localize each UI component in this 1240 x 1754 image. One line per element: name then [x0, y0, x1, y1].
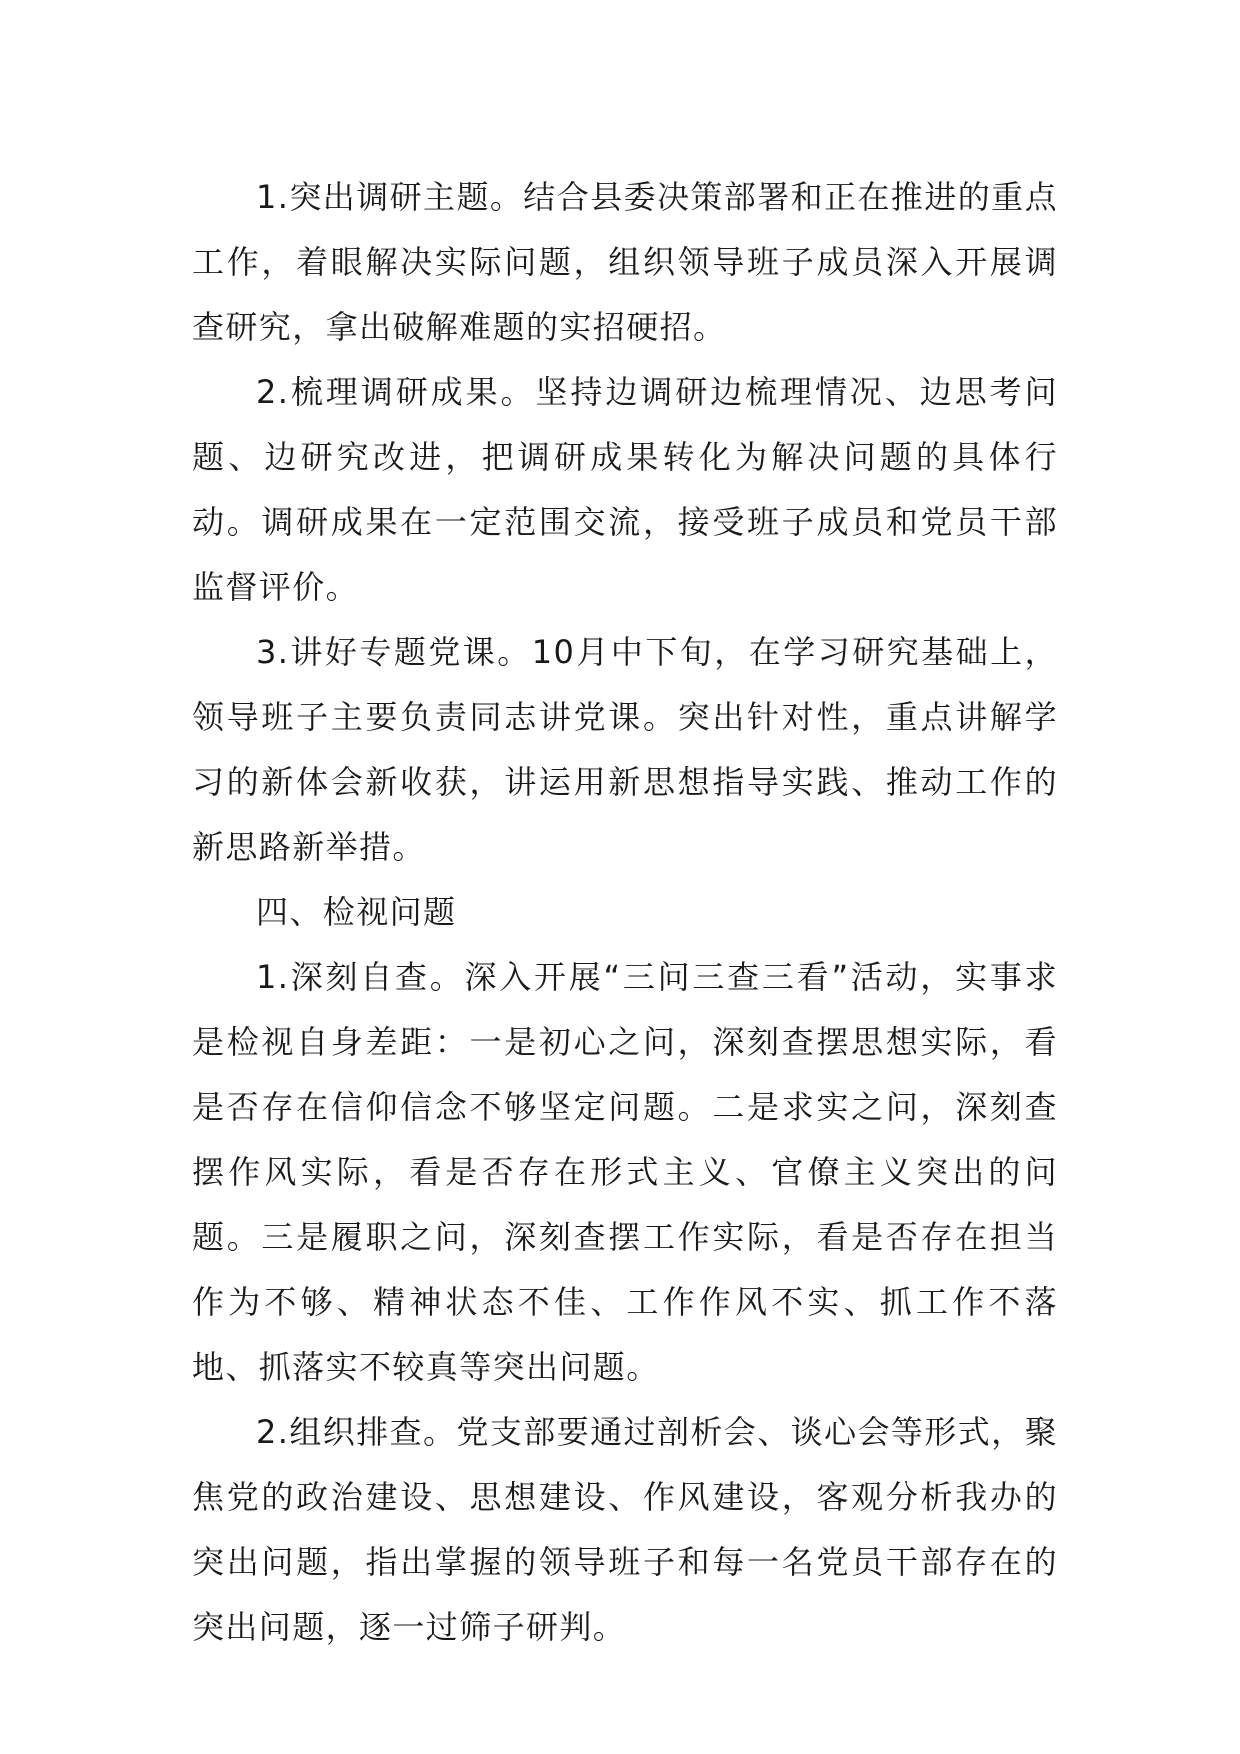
document-body — [192, 165, 1058, 1660]
paragraph-self-inspection: 1.深刻自查。深入开展“三问三查三看”活动，实事求是检视自身差距：一是初心之问，深刻查摆思想实际，看是否存在信仰信念不够坚定问题。二是求实之问，深刻查摆作风实际，看是否存在形式主义、官僚主义突出的问题。三是履职之问，深刻查摆工作实际，看是否存在担当作为不够、精神状态不佳、工作作风不实、抓工作不落地、抓落实不较真等突出问题。 — [192, 958, 1058, 1386]
paragraph-research-results: 2.梳理调研成果。坚持边调研边梳理情况、边思考问题、边研究改进，把调研成果转化为解决问题的具体行动。调研成果在一定范围交流，接受班子成员和党员干部监督评价。 — [192, 373, 1058, 606]
section-heading-inspect-problems: 四、检视问题 — [256, 893, 457, 931]
paragraph-party-lecture: 3.讲好专题党课。10月中下旬，在学习研究基础上，领导班子主要负责同志讲党课。突出针对性，重点讲解学习的新体会新收获，讲运用新思想指导实践、推动工作的新思路新举措。 — [192, 633, 1058, 866]
paragraph-organized-inspection: 2.组织排查。党支部要通过剖析会、谈心会等形式，聚焦党的政治建设、思想建设、作风建设，客观分析我办的突出问题，指出掌握的领导班子和每一名党员干部存在的突出问题，逐一过筛子研判。 — [192, 1413, 1058, 1646]
paragraph-research-theme: 1.突出调研主题。结合县委决策部署和正在推进的重点工作，着眼解决实际问题，组织领导班子成员深入开展调查研究，拿出破解难题的实招硬招。 — [192, 178, 1058, 346]
